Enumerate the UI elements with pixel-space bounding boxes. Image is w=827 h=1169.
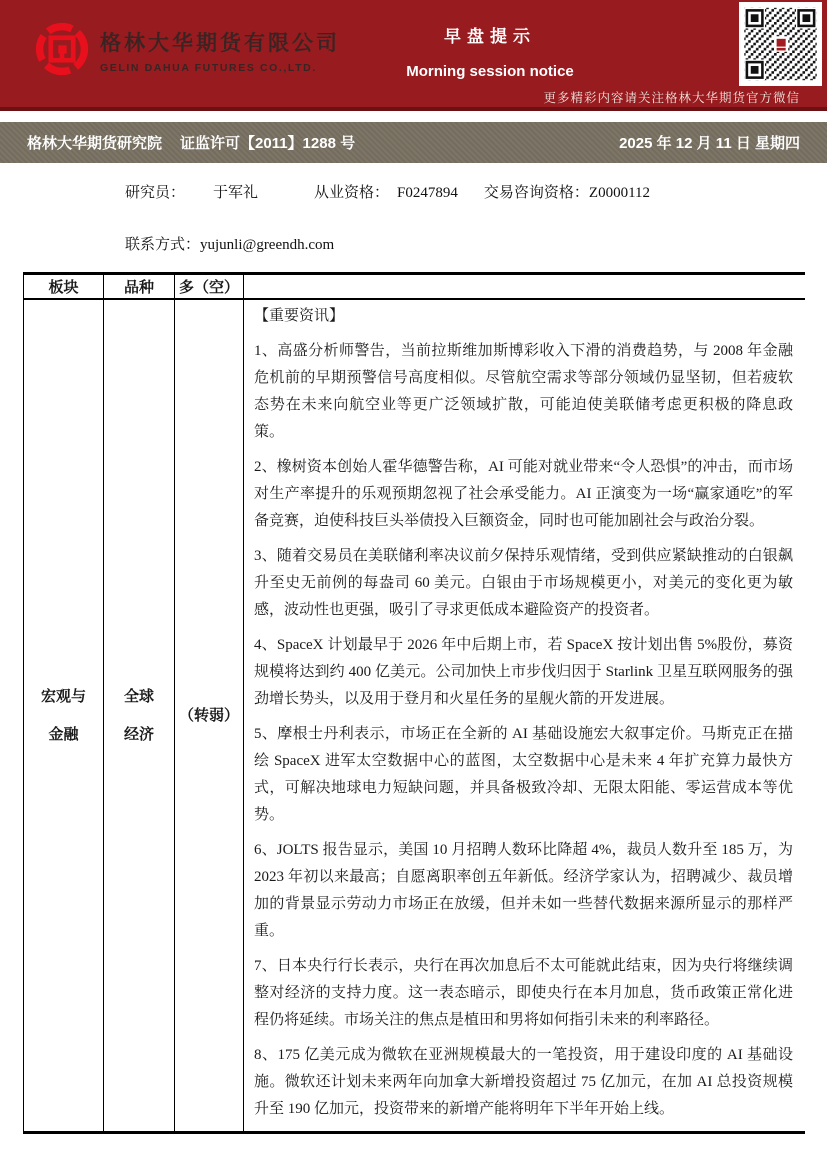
notice-title-en: Morning session notice	[406, 63, 574, 80]
qualification-label: 从业资格：	[314, 185, 390, 201]
content-heading: 【重要资讯】	[254, 308, 345, 324]
researcher-line	[125, 181, 725, 202]
news-paragraph-7: 7、日本央行行长表示，央行在再次加息后不太可能就此结束，因为央行将继续调整对经济的支持力度。这一表态暗示，即使央行在本月加息，货币政策正常化进程仍将延续。市场关注的焦点是植田和男将如何指引未来的利率路径。	[254, 958, 793, 1028]
notice-table	[23, 272, 805, 1134]
news-paragraph-6: 6、JOLTS 报告显示，美国 10 月招聘人数环比降超 4%，裁员人数升至 185 万，为 2023 年初以来最高；自愿离职率创五年新低。经济学家认为，招聘减少、裁员增加的背景显示劳动力市场正在放缓，但并未如一些替代数据来源所显示的那样严重。	[254, 842, 793, 939]
institute-date-bar	[0, 122, 827, 163]
header-content	[244, 275, 805, 298]
position-value: （转弱）	[178, 706, 239, 724]
advisory-number: Z0000112	[588, 185, 651, 201]
company-name-block	[100, 27, 340, 74]
company-name-en: GELIN DAHUA FUTURES CO.,LTD.	[100, 62, 317, 74]
notice-title-block	[380, 22, 600, 80]
wechat-follow-tip: 更多精彩内容请关注格林大华期货官方微信	[543, 91, 800, 105]
table-row	[23, 300, 805, 1131]
sector-line1: 宏观与	[40, 687, 86, 705]
news-paragraph-2: 2、橡树资本创始人霍华德警告称，AI 可能对就业带来“令人恐惧”的冲击，而市场对生产率提升的乐观预期忽视了社会承受能力。AI 正演变为一场“赢家通吃”的军备竞赛，迫使科技巨头举债投入巨额资金，同时也可能加剧社会与政治分裂。	[254, 459, 793, 529]
header-sector: 板块	[24, 275, 104, 298]
researcher-label: 研究员：	[125, 185, 186, 201]
news-paragraph-1: 1、高盛分析师警告，当前拉斯维加斯博彩收入下滑的消费趋势，与 2008 年金融危机前的早期预警信号高度相似。尽管航空需求等部分领域仍显坚韧，但若疲软态势在未来向航空业等更广泛领域扩散，可能迫使美联储考虑更积极的降息政策。	[254, 343, 793, 440]
variety-line1: 全球	[123, 687, 154, 705]
notice-title-cn: 早盘提示	[444, 27, 536, 46]
news-paragraph-3: 3、随着交易员在美联储利率决议前夕保持乐观情绪，受到供应紧缺推动的白银飙升至史无前例的每盎司 60 美元。白银由于市场规模更小，对美元的变化更为敏感，波动性也更强，吸引了寻求更低成本避险资产的投资者。	[254, 548, 793, 618]
report-date: 2025 年 12 月 11 日 星期四	[619, 135, 800, 152]
institute-name: 格林大华期货研究院	[27, 135, 163, 152]
researcher-block	[125, 181, 725, 254]
cell-variety	[104, 300, 175, 1131]
institute-license	[27, 132, 355, 153]
header-variety: 品种	[104, 275, 175, 298]
wechat-qr-code	[739, 2, 822, 86]
cell-content	[244, 300, 805, 1131]
cell-sector	[24, 300, 104, 1131]
company-name-cn: 格林大华期货有限公司	[100, 32, 340, 55]
contact-line: 联系方式：yujunli@greendh.com	[125, 237, 335, 253]
header-position: 多（空）	[175, 275, 244, 298]
news-paragraph-4: 4、SpaceX 计划最早于 2026 年中后期上市，若 SpaceX 按计划出售 5%股份，募资规模将达到约 400 亿美元。公司加快上市步伐归因于 Starlink 卫星互联网服务的强劲增长势头，以及用于登月和火星任务的星舰火箭的开发进展。	[254, 637, 793, 707]
news-paragraph-5: 5、摩根士丹利表示，市场正在全新的 AI 基础设施宏大叙事定价。马斯克正在描绘 SpaceX 进军太空数据中心的蓝图，太空数据中心是未来 4 年扩充算力最快方式，可解决地球电力短缺问题，并具备极致冷却、无限太阳能、零运营成本等优势。	[254, 726, 793, 823]
researcher-name: 于军礼	[213, 185, 259, 201]
company-logo-icon	[34, 21, 90, 77]
variety-line2: 经济	[123, 725, 154, 743]
sector-line2: 金融	[48, 725, 79, 743]
qualification-number: F0247894	[397, 185, 458, 201]
news-paragraph-8: 8、175 亿美元成为微软在亚洲规模最大的一笔投资，用于建设印度的 AI 基础设施。微软还计划未来两年向加拿大新增投资超过 75 亿加元，在加 AI 总投资规模升至 190 亿加元，投资带来的新增产能将明年下半年开始上线。	[254, 1047, 793, 1117]
advisory-label: 交易咨询资格：	[483, 185, 589, 201]
table-header-row	[23, 275, 805, 300]
license-number: 证监许可【2011】1288 号	[180, 135, 356, 152]
cell-position	[175, 300, 244, 1131]
header-banner	[0, 0, 827, 111]
